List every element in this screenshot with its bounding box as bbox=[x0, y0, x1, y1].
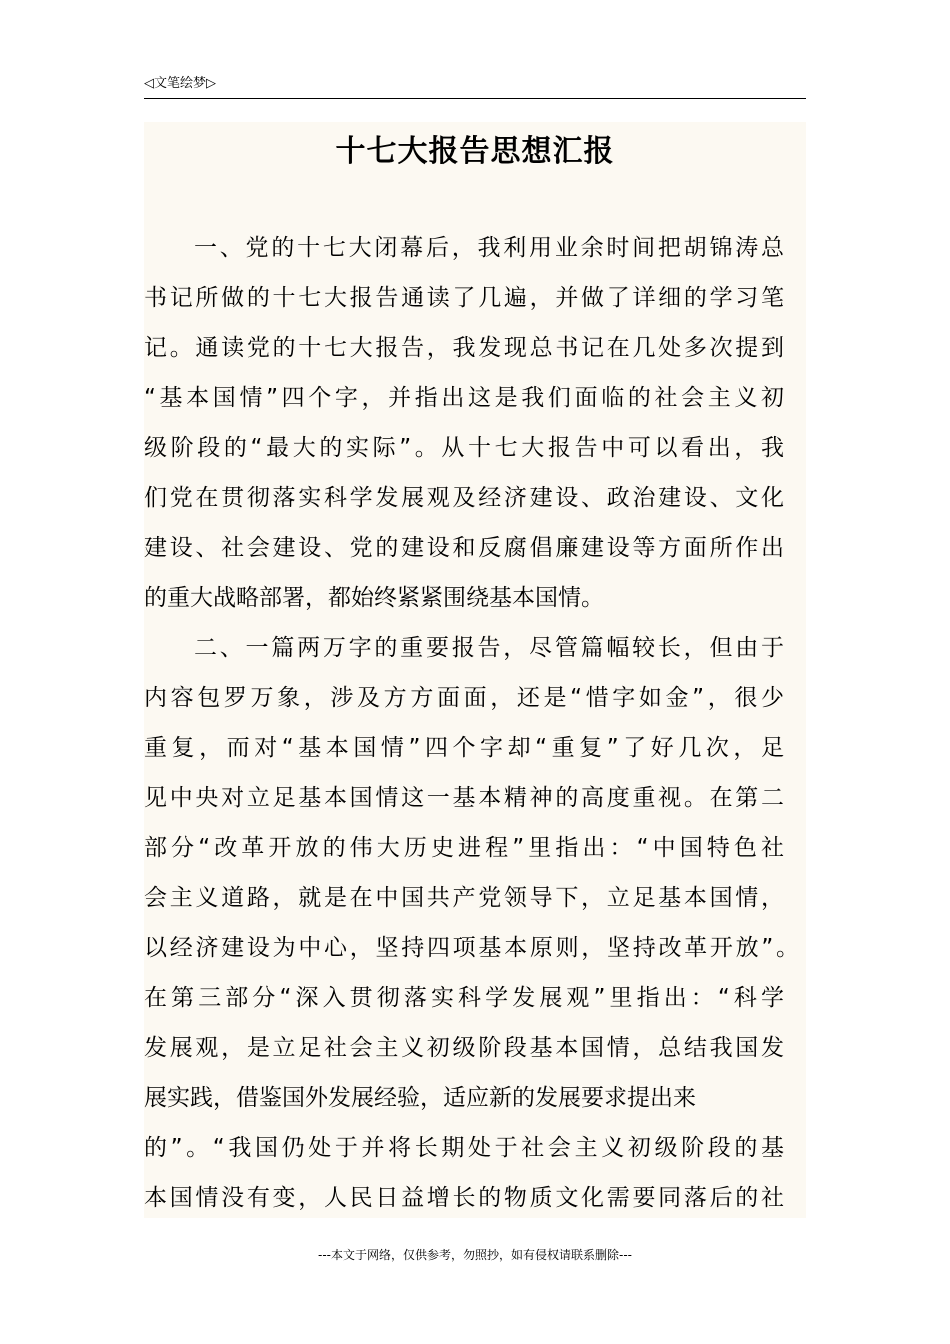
text-line: “基本国情”四个字，并指出这是我们面临的社会主义初 bbox=[144, 385, 784, 411]
text-line: 建设、社会建设、党的建设和反腐倡廉建设等方面所作出 bbox=[144, 535, 784, 561]
text-line: 书记所做的十七大报告通读了几遍，并做了详细的学习笔 bbox=[144, 285, 784, 311]
text-line: 二、一篇两万字的重要报告，尽管篇幅较长，但由于 bbox=[194, 635, 784, 661]
text-line: 的重大战略部署，都始终紧紧围绕基本国情。 bbox=[144, 585, 604, 611]
page-header bbox=[144, 74, 806, 99]
document-title: 十七大报告思想汇报 bbox=[335, 134, 615, 169]
text-line: 本国情没有变，人民日益增长的物质文化需要同落后的社 bbox=[144, 1185, 784, 1211]
text-line: 发展观，是立足社会主义初级阶段基本国情，总结我国发 bbox=[144, 1035, 784, 1061]
text-line: 展实践，借鉴国外发展经验，适应新的发展要求提出来 bbox=[144, 1085, 696, 1111]
header-text: ◁文笔绘梦▷ bbox=[144, 76, 216, 91]
page-footer: ---本文于网络，仅供参考，勿照抄，如有侵权请联系删除--- bbox=[318, 1248, 632, 1262]
text-line: 级阶段的“最大的实际”。从十七大报告中可以看出，我 bbox=[144, 435, 784, 461]
text-line: 记。通读党的十七大报告，我发现总书记在几处多次提到 bbox=[144, 335, 784, 361]
text-line: 重复，而对“基本国情”四个字却“重复”了好几次，足 bbox=[144, 735, 784, 761]
text-line: 们党在贯彻落实科学发展观及经济建设、政治建设、文化 bbox=[144, 485, 784, 511]
text-line: 内容包罗万象，涉及方方面面，还是“惜字如金”，很少 bbox=[144, 685, 784, 711]
text-line: 在第三部分“深入贯彻落实科学发展观”里指出：“科学 bbox=[144, 985, 784, 1011]
text-line: 以经济建设为中心，坚持四项基本原则，坚持改革开放”。 bbox=[144, 935, 799, 961]
text-line: 部分“改革开放的伟大历史进程”里指出：“中国特色社 bbox=[144, 835, 784, 861]
text-line: 会主义道路，就是在中国共产党领导下，立足基本国情， bbox=[144, 885, 784, 911]
text-line: 见中央对立足基本国情这一基本精神的高度重视。在第二 bbox=[144, 785, 784, 811]
text-line: 的”。“我国仍处于并将长期处于社会主义初级阶段的基 bbox=[144, 1135, 784, 1161]
text-line: 一、党的十七大闭幕后，我利用业余时间把胡锦涛总 bbox=[194, 235, 784, 261]
